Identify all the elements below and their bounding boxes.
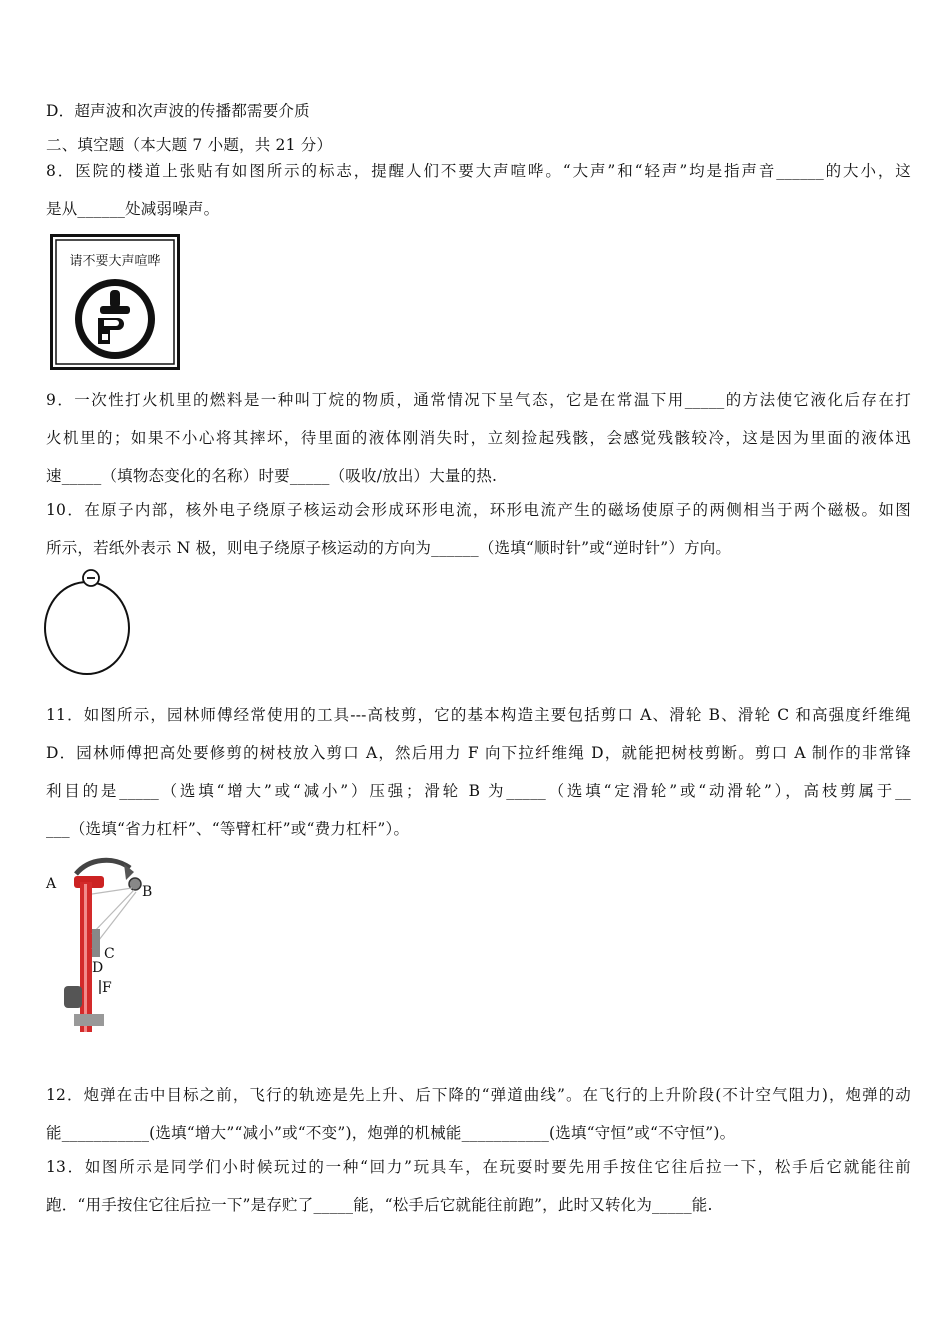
pole-pruner-figure (44, 854, 164, 1034)
q13-line-2: 跑．“用手按住它往后拉一下”是存贮了_____能，“松手后它就能往前跑”，此时又转化为_____能. (46, 1196, 713, 1214)
sign-text: 请不要大声喧哗 (69, 254, 161, 269)
q11-line-3: 利目的是_____（选填“增大”或“减小”）压强；滑轮 B 为_____（选填“定滑轮”或“动滑轮”），高枝剪属于__ (46, 782, 911, 800)
atom-orbit-figure (42, 566, 134, 678)
q8-line-2: 是从______处减弱噪声。 (46, 200, 220, 218)
label-c: C (104, 946, 115, 962)
silence-finger-icon (75, 279, 155, 359)
label-b: B (142, 884, 153, 900)
option-d-text: D．超声波和次声波的传播都需要介质 (46, 102, 310, 120)
q13-line-1: 13．如图所示是同学们小时候玩过的一种“回力”玩具车，在玩耍时要先用手按住它往后拉一下，松手后它就能往前 (46, 1158, 911, 1176)
q9-line-1: 9．一次性打火机里的燃料是一种叫丁烷的物质，通常情况下呈气态，它是在常温下用_____的方法使它液化后存在打 (46, 391, 911, 409)
q11-line-2: D．园林师傅把高处要修剪的树枝放入剪口 A，然后用力 F 向下拉纤维绳 D，就能把树枝剪断。剪口 A 制作的非常锋 (46, 744, 911, 762)
q11-line-4: ___（选填“省力杠杆”、“等臂杠杆”或“费力杠杆”）。 (46, 820, 410, 838)
q10-line-1: 10．在原子内部，核外电子绕原子核运动会形成环形电流，环形电流产生的磁场使原子的两侧相当于两个磁极。如图 (46, 501, 911, 519)
q12-line-1: 12．炮弹在击中目标之前，飞行的轨迹是先上升、后下降的“弹道曲线”。在飞行的上升阶段(不计空气阻力)，炮弹的动 (46, 1086, 911, 1104)
label-d: D (92, 960, 104, 976)
q9-line-2: 火机里的；如果不小心将其摔坏，待里面的液体刚消失时，立刻捡起残骸，会感觉残骸较冷，这是因为里面的液体迅 (46, 429, 911, 447)
label-f: F (102, 980, 112, 996)
electron-icon (83, 570, 99, 586)
section-title: 二、填空题（本大题 7 小题，共 21 分） (46, 136, 333, 154)
q9-line-3: 速_____（填物态变化的名称）时要_____（吸收/放出）大量的热. (46, 467, 498, 485)
q8-line-1: 8．医院的楼道上张贴有如图所示的标志，提醒人们不要大声喧哗。“大声”和“轻声”均是指声音______的大小，这 (46, 162, 911, 180)
q10-line-2: 所示，若纸外表示 N 极，则电子绕原子核运动的方向为______（选填“顺时针”或“逆时针”）方向。 (46, 539, 732, 557)
q12-line-2: 能___________(选填“增大”“减小”或“不变”)，炮弹的机械能___________(选填“守恒”或“不守恒”)。 (46, 1124, 736, 1142)
label-a: A (46, 876, 57, 892)
quiet-sign-figure (50, 234, 180, 370)
q11-line-1: 11．如图所示，园林师傅经常使用的工具---高枝剪，它的基本构造主要包括剪口 A、滑轮 B、滑轮 C 和高强度纤维绳 (46, 706, 911, 724)
